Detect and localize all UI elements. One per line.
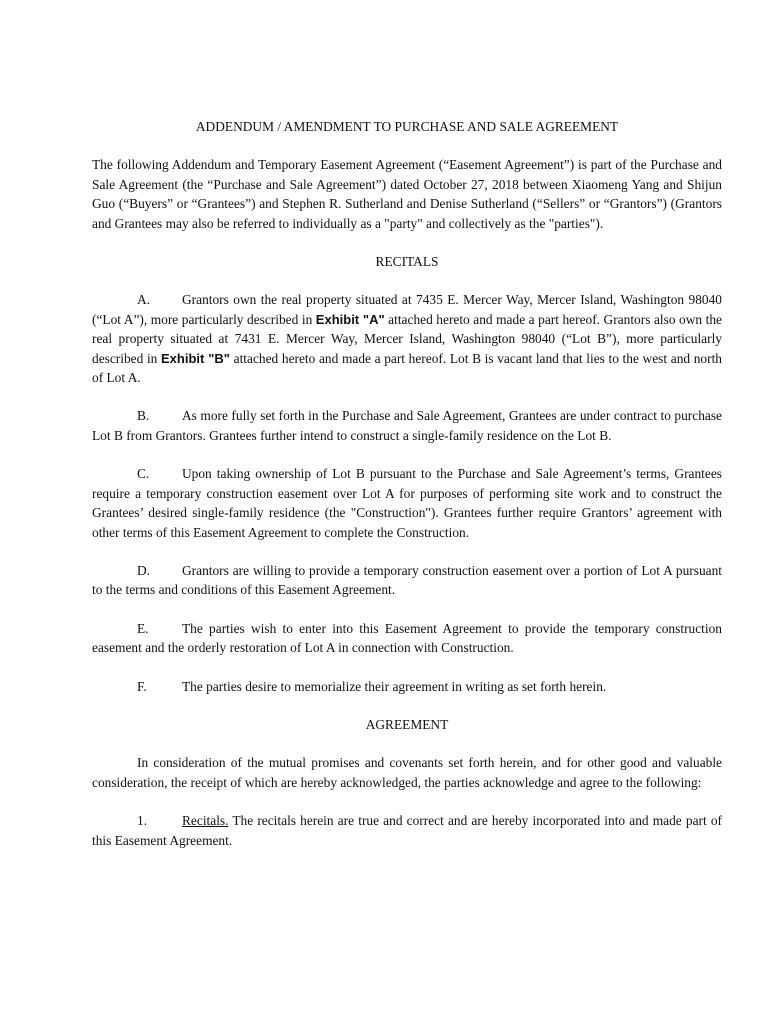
- document-page: [92, 117, 722, 869]
- exhibit-a-reference: Exhibit "A": [315, 311, 385, 327]
- intro-paragraph: The following Addendum and Temporary Easement Agreement (“Easement Agreement”) is part of the Purchase and Sale Agreement (the “Purchase and Sale Agreement”) dated October 27, 2018 between Xiaomeng Yang and Shijun Guo (“Buyers” or “Grantees”) and Stephen R. Sutherland and Denise Sutherland (“Sellers” or “Grantors”) (Grantors and Grantees may also be referred to individually as a "party" and collectively as the "parties").: [92, 157, 722, 231]
- recitals-heading: RECITALS: [375, 254, 439, 270]
- agreement-heading: AGREEMENT: [365, 716, 449, 732]
- clause-1: [92, 811, 722, 850]
- agreement-intro: In consideration of the mutual promises and covenants set forth herein, and for other good and valuable consideration, the receipt of which are hereby acknowledged, the parties acknowledge and agree to the following:: [92, 755, 722, 790]
- recital-marker: D.: [137, 562, 151, 578]
- recital-e: [92, 619, 722, 658]
- recital-text: attached hereto and made a part hereof. Lot B is vacant land that lies to the west and north of Lot A.: [92, 350, 722, 386]
- exhibit-b-reference: Exhibit "B": [161, 350, 230, 366]
- recital-text: Grantors own the real property situated at 7435 E. Mercer Way, Mercer Island, Washington 98040 (“Lot A”), more particularly described in: [92, 292, 722, 327]
- recital-marker: F.: [137, 678, 147, 694]
- clause-marker: 1.: [137, 813, 148, 829]
- recital-marker: A.: [137, 292, 151, 308]
- recital-text: Upon taking ownership of Lot B pursuant to the Purchase and Sale Agreement’s terms, Grantees require a temporary construction easement over Lot A for purposes of performing site work and to construct the Grantees’ desired single-family residence (the "Construction"). Grantees further require Grantors’ agreement with other terms of this Easement Agreement to complete the Construction.: [92, 466, 722, 540]
- clause-text: The recitals herein are true and correct and are hereby incorporated into and made part of this Easement Agreement.: [92, 813, 722, 848]
- recital-d: [92, 561, 722, 600]
- recital-c: [92, 464, 722, 542]
- recital-a: [92, 290, 722, 387]
- recital-text: The parties desire to memorialize their agreement in writing as set forth herein.: [182, 678, 607, 694]
- recital-f: [92, 677, 722, 696]
- recital-text: As more fully set forth in the Purchase and Sale Agreement, Grantees are under contract to purchase Lot B from Grantors. Grantees further intend to construct a single-family residence on the Lot B.: [92, 408, 722, 443]
- recital-marker: E.: [137, 620, 149, 636]
- clause-heading: Recitals.: [182, 813, 229, 829]
- document-title: ADDENDUM / AMENDMENT TO PURCHASE AND SALE AGREEMENT: [195, 119, 619, 134]
- recital-marker: B.: [137, 408, 150, 424]
- recital-marker: C.: [137, 466, 150, 482]
- recital-text: Grantors are willing to provide a temporary construction easement over a portion of Lot A pursuant to the terms and conditions of this Easement Agreement.: [92, 562, 722, 598]
- recital-b: [92, 406, 722, 445]
- recital-text: attached hereto and made a part hereof. Grantors also own the real property situated at 7431 E. Mercer Way, Mercer Island, Washington 98040 (“Lot B”), more particularly described in: [92, 311, 722, 366]
- recital-text: The parties wish to enter into this Easement Agreement to provide the temporary construction easement and the orderly restoration of Lot A in connection with Construction.: [92, 620, 722, 656]
